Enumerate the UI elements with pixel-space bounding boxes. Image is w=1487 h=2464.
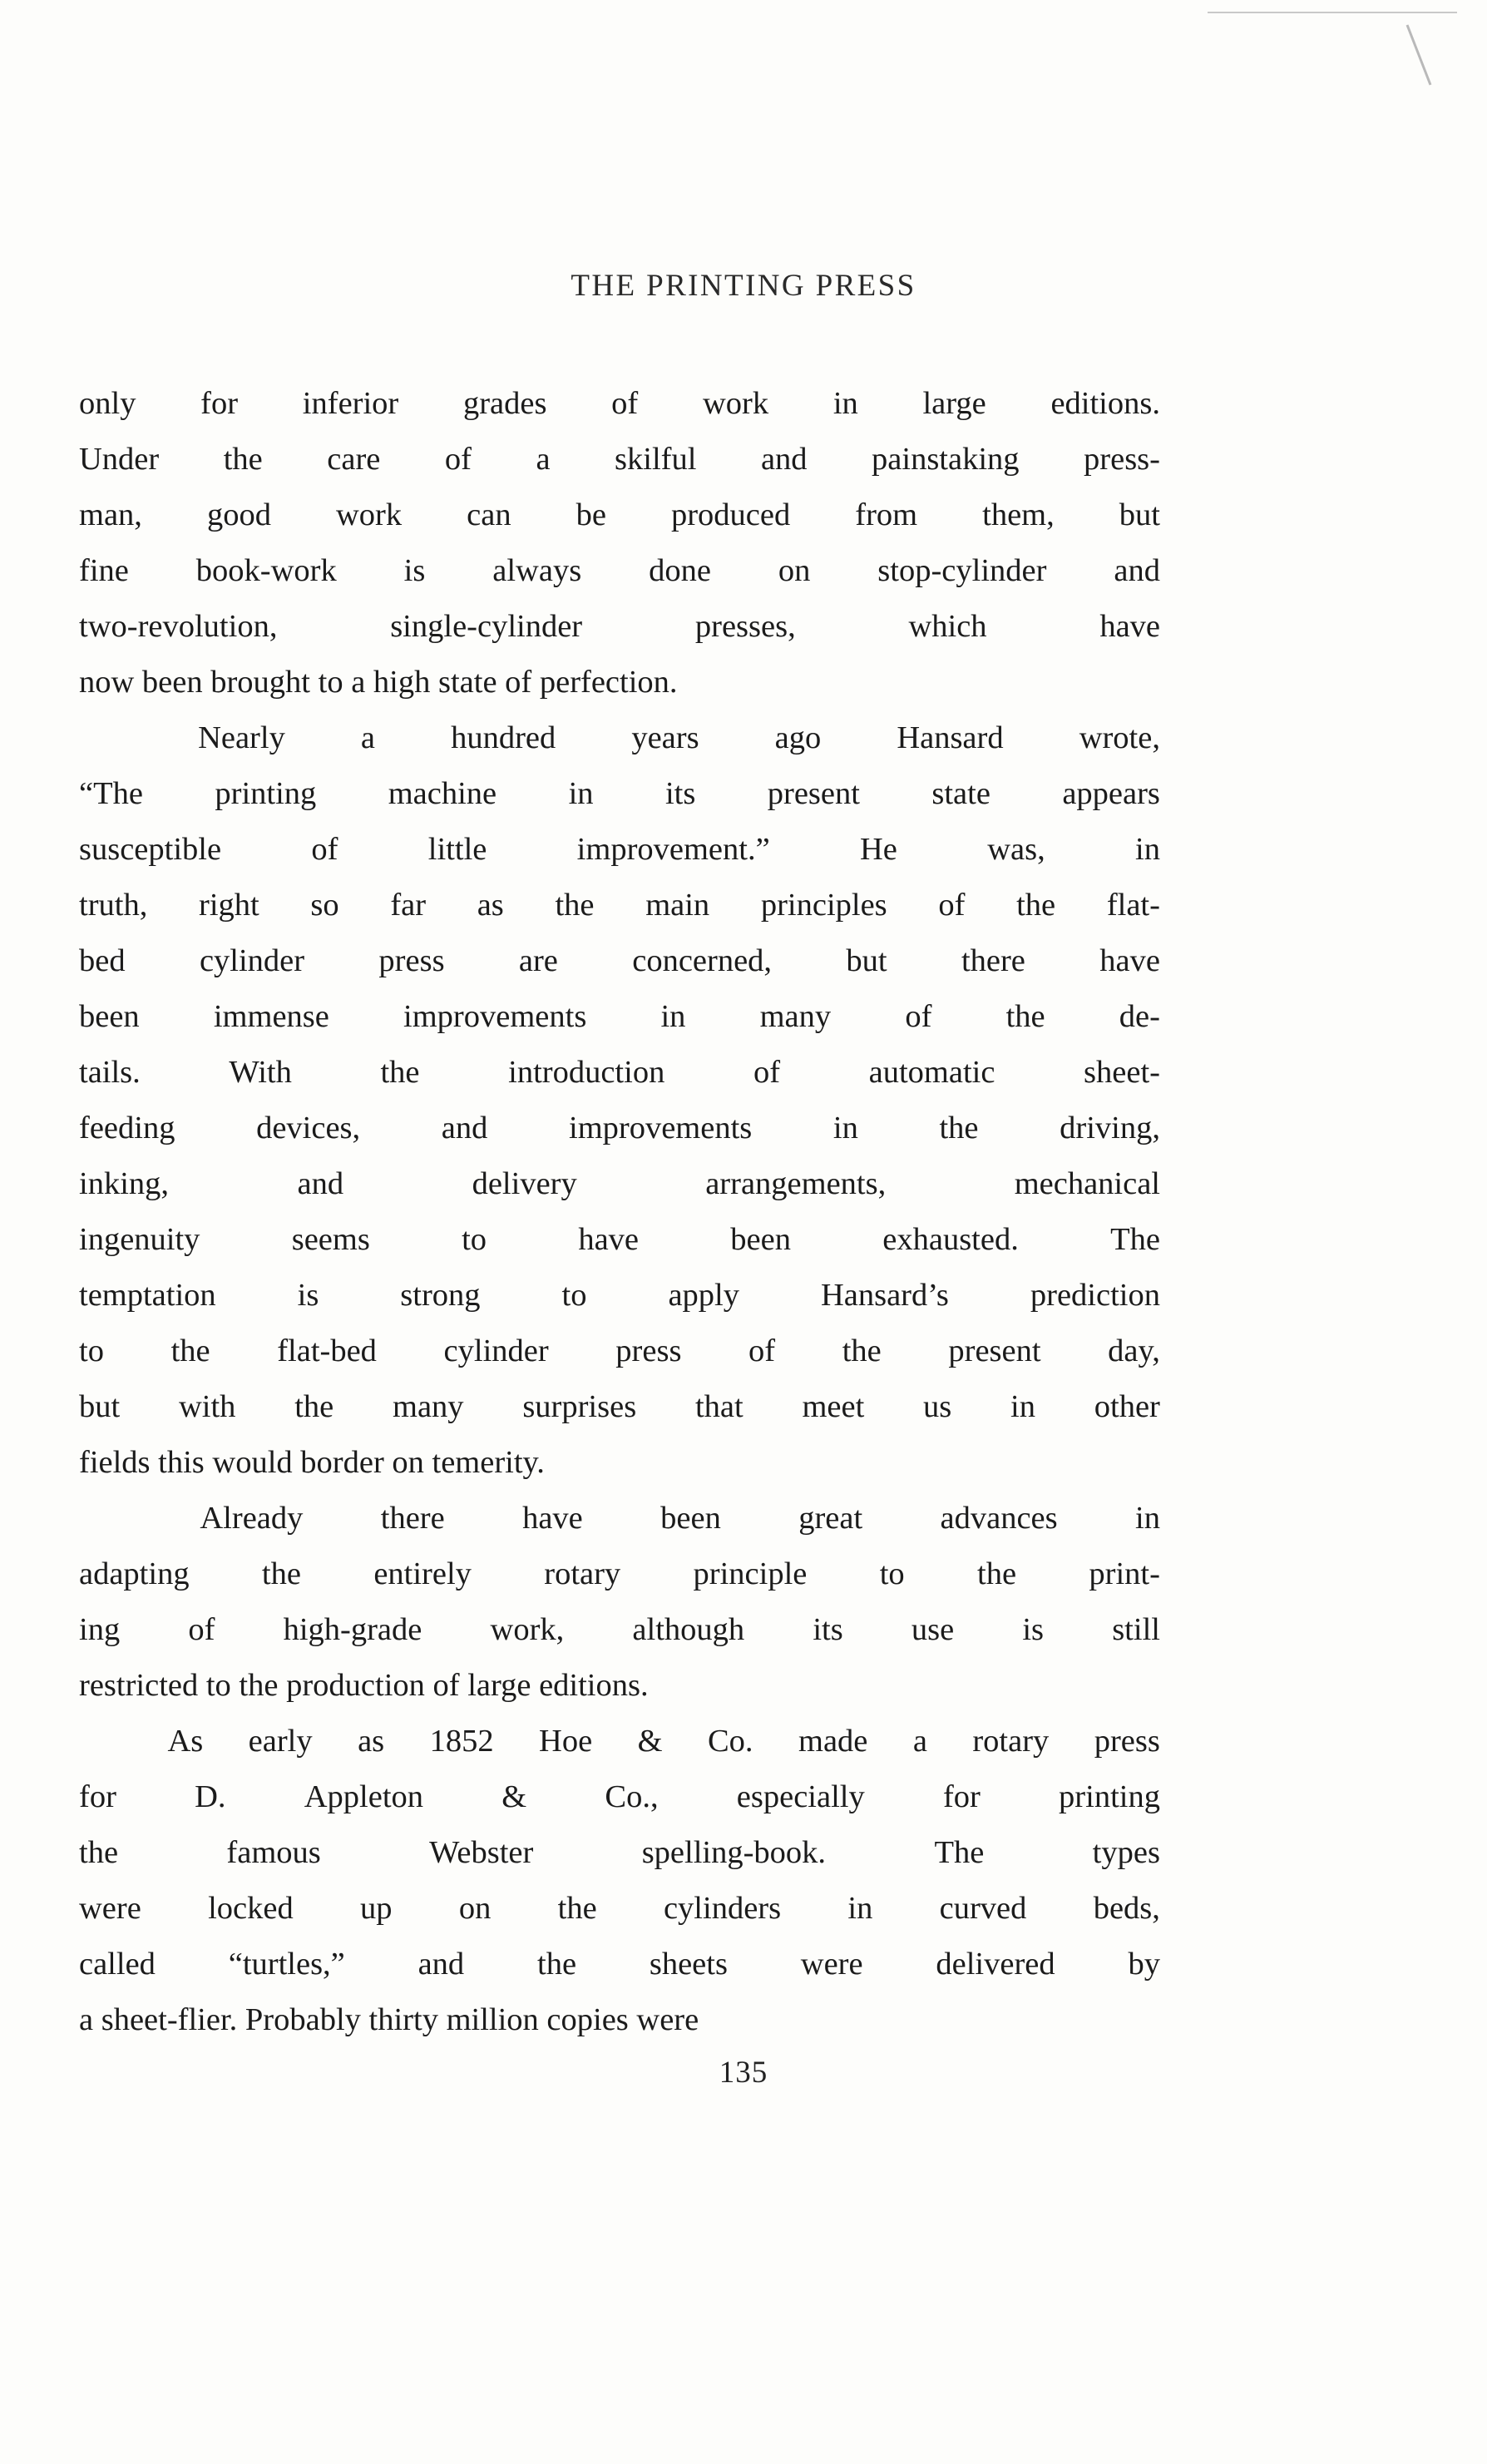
text-line xyxy=(79,1825,1160,1881)
word: only xyxy=(79,386,136,421)
text-line xyxy=(79,1156,1160,1212)
word: the xyxy=(939,1111,979,1145)
word: years xyxy=(631,720,699,755)
page-number xyxy=(0,2055,1487,2090)
word: inking, xyxy=(79,1166,170,1201)
word: on xyxy=(778,553,811,588)
text-line xyxy=(79,1714,1160,1769)
word: susceptible xyxy=(79,832,222,867)
word: improvements xyxy=(403,999,587,1034)
text-line xyxy=(79,1881,1160,1937)
word: “turtles,” xyxy=(228,1947,345,1982)
word: seems xyxy=(291,1222,370,1257)
word: skilful xyxy=(615,442,697,477)
word: advances xyxy=(940,1501,1058,1536)
word: on xyxy=(458,1891,492,1926)
word: delivery xyxy=(472,1166,577,1201)
word: is xyxy=(297,1278,319,1313)
word: sheet- xyxy=(1084,1055,1160,1090)
word: in xyxy=(1135,832,1160,867)
text-line xyxy=(79,1546,1160,1602)
word: the xyxy=(223,442,263,477)
word: printing xyxy=(1059,1779,1160,1814)
word: improvements xyxy=(569,1111,753,1145)
word: there xyxy=(961,943,1025,978)
word: cylinder xyxy=(443,1333,549,1368)
word: to xyxy=(561,1278,587,1313)
text-line xyxy=(79,1937,1160,1992)
word: Hansard’s xyxy=(820,1278,949,1313)
word: beds, xyxy=(1093,1891,1160,1926)
text-line xyxy=(79,543,1160,599)
text-line xyxy=(79,1379,1160,1435)
word: man, xyxy=(79,497,142,532)
text-line xyxy=(79,1212,1160,1268)
word: Hansard xyxy=(897,720,1004,755)
word: in xyxy=(832,1111,858,1145)
word: in xyxy=(568,776,594,811)
text-line xyxy=(79,1658,1160,1714)
word: stop-cylinder xyxy=(877,553,1047,588)
word: Co., xyxy=(605,1779,659,1814)
word: a xyxy=(360,720,375,755)
word: the xyxy=(79,1835,119,1870)
word: a xyxy=(912,1724,927,1759)
word: were xyxy=(79,1891,141,1926)
scan-edge-rule xyxy=(1208,12,1457,13)
word: prediction xyxy=(1030,1278,1160,1313)
word: the xyxy=(557,1891,597,1926)
word: tails. xyxy=(79,1055,141,1090)
word: as xyxy=(358,1724,385,1759)
word: called xyxy=(79,1947,156,1982)
word: As xyxy=(167,1724,204,1759)
word: use xyxy=(911,1612,955,1647)
word: grades xyxy=(462,386,547,421)
word: so xyxy=(310,888,339,923)
word: work xyxy=(335,497,403,532)
word: day, xyxy=(1108,1333,1160,1368)
word: famous xyxy=(226,1835,321,1870)
paragraph xyxy=(79,1714,1160,2048)
word: exhausted. xyxy=(882,1222,1019,1257)
word: improvement.” xyxy=(576,832,770,867)
word: large xyxy=(922,386,986,421)
word: that xyxy=(694,1389,744,1424)
text-line xyxy=(79,655,1160,710)
word: of xyxy=(188,1612,215,1647)
word: print- xyxy=(1089,1556,1160,1591)
word: work xyxy=(702,386,769,421)
word: in xyxy=(1010,1389,1035,1424)
word: care xyxy=(327,442,381,477)
word: but xyxy=(1119,497,1160,532)
word: are xyxy=(518,943,558,978)
word: immense xyxy=(213,999,329,1034)
word: is xyxy=(1022,1612,1045,1647)
word: temptation xyxy=(79,1278,216,1313)
word: main xyxy=(645,888,710,923)
word: Nearly xyxy=(198,720,285,755)
word: the xyxy=(170,1333,210,1368)
word: with xyxy=(178,1389,236,1424)
word: Webster xyxy=(429,1835,534,1870)
word: state xyxy=(931,776,991,811)
word: especially xyxy=(736,1779,865,1814)
word: work, xyxy=(490,1612,565,1647)
word: produced xyxy=(670,497,791,532)
text-line xyxy=(79,822,1160,878)
word: of xyxy=(938,888,966,923)
word: printing xyxy=(215,776,317,811)
word: ingenuity xyxy=(79,1222,200,1257)
word: present xyxy=(767,776,860,811)
word: press xyxy=(378,943,445,978)
word: driving, xyxy=(1060,1111,1160,1145)
word: the xyxy=(537,1947,577,1982)
word: press- xyxy=(1084,442,1160,477)
word: the xyxy=(1016,888,1056,923)
word: truth, xyxy=(79,888,148,923)
word: and xyxy=(441,1111,488,1145)
word: rotary xyxy=(972,1724,1050,1759)
word: With xyxy=(229,1055,292,1090)
word: cylinder xyxy=(199,943,305,978)
word: arrangements, xyxy=(705,1166,887,1201)
word: to xyxy=(879,1556,905,1591)
word: & xyxy=(501,1779,527,1814)
word: have xyxy=(1099,943,1160,978)
line-text: fields this would border on temerity. xyxy=(79,1445,545,1480)
word: for xyxy=(79,1779,116,1814)
word: principle xyxy=(693,1556,808,1591)
word: made xyxy=(798,1724,868,1759)
word: but xyxy=(846,943,887,978)
word: machine xyxy=(388,776,497,811)
word: & xyxy=(637,1724,663,1759)
word: been xyxy=(730,1222,791,1257)
word: hundred xyxy=(451,720,556,755)
word: and xyxy=(1114,553,1160,588)
word: little xyxy=(427,832,487,867)
word: early xyxy=(248,1724,313,1759)
word: many xyxy=(759,999,832,1034)
page-number-text: 135 xyxy=(719,2056,768,2090)
line-text: a sheet-flier. Probably thirty million copies were xyxy=(79,2002,699,2037)
text-line xyxy=(79,766,1160,822)
word: book-work xyxy=(195,553,337,588)
word: of xyxy=(753,1055,781,1090)
text-line xyxy=(79,1992,1160,2048)
word: although xyxy=(632,1612,745,1647)
word: ing xyxy=(79,1612,121,1647)
word: D. xyxy=(195,1779,226,1814)
word: types xyxy=(1092,1835,1160,1870)
word: for xyxy=(942,1779,981,1814)
word: spelling-book. xyxy=(641,1835,827,1870)
word: by xyxy=(1128,1947,1160,1982)
text-line xyxy=(79,1435,1160,1491)
word: Co. xyxy=(708,1724,753,1759)
word: of xyxy=(611,386,639,421)
word: the xyxy=(380,1055,420,1090)
word: up xyxy=(360,1891,393,1926)
word: bed xyxy=(79,943,126,978)
word: but xyxy=(79,1389,121,1424)
word: its xyxy=(813,1612,843,1647)
word: good xyxy=(206,497,271,532)
word: wrote, xyxy=(1079,720,1160,755)
text-line xyxy=(79,599,1160,655)
word: delivered xyxy=(936,1947,1055,1982)
word: as xyxy=(477,888,504,923)
word: press xyxy=(1094,1724,1160,1759)
word: fine xyxy=(79,553,129,588)
word: still xyxy=(1112,1612,1160,1647)
word: the xyxy=(977,1556,1017,1591)
word: painstaking xyxy=(872,442,1020,477)
text-line xyxy=(79,1101,1160,1156)
word: been xyxy=(660,1501,721,1536)
word: can xyxy=(467,497,511,532)
word: from xyxy=(855,497,918,532)
paragraph xyxy=(79,376,1160,710)
word: Under xyxy=(79,442,160,477)
word: concerned, xyxy=(632,943,773,978)
word: of xyxy=(444,442,472,477)
word: right xyxy=(199,888,259,923)
text-line xyxy=(79,1602,1160,1658)
word: He xyxy=(859,832,897,867)
word: its xyxy=(664,776,696,811)
word: present xyxy=(948,1333,1041,1368)
word: there xyxy=(380,1501,445,1536)
word: always xyxy=(492,553,582,588)
word: of xyxy=(905,999,932,1034)
text-line xyxy=(79,933,1160,989)
word: in xyxy=(660,999,686,1034)
paragraph xyxy=(79,1491,1160,1714)
text-line xyxy=(79,710,1160,766)
word: in xyxy=(832,386,858,421)
word: and xyxy=(760,442,808,477)
word: sheets xyxy=(649,1947,728,1982)
word: surprises xyxy=(522,1389,637,1424)
text-line xyxy=(79,878,1160,933)
word: feeding xyxy=(79,1111,175,1145)
word: automatic xyxy=(868,1055,995,1090)
word: them, xyxy=(982,497,1055,532)
word: entirely xyxy=(373,1556,472,1591)
word: principles xyxy=(760,888,887,923)
word: was, xyxy=(987,832,1045,867)
word: curved xyxy=(939,1891,1027,1926)
word: 1852 xyxy=(429,1724,494,1759)
word: have xyxy=(578,1222,640,1257)
word: flat-bed xyxy=(277,1333,377,1368)
text-line xyxy=(79,1324,1160,1379)
word: introduction xyxy=(508,1055,665,1090)
word: devices, xyxy=(256,1111,361,1145)
word: the xyxy=(1005,999,1045,1034)
word: of xyxy=(748,1333,776,1368)
word: to xyxy=(462,1222,487,1257)
word: meet xyxy=(802,1389,865,1424)
body-text xyxy=(79,376,1160,2048)
word: far xyxy=(390,888,427,923)
word: were xyxy=(800,1947,863,1982)
word: single-cylinder xyxy=(390,609,583,644)
word: editions. xyxy=(1050,386,1160,421)
page-running-head xyxy=(0,268,1487,304)
word: The xyxy=(934,1835,985,1870)
text-line xyxy=(79,487,1160,543)
line-text: restricted to the production of large editions. xyxy=(79,1668,649,1703)
paragraph xyxy=(79,710,1160,1491)
word: the xyxy=(842,1333,882,1368)
word: in xyxy=(1135,1501,1160,1536)
word: The xyxy=(1110,1222,1160,1257)
running-head-text: THE PRINTING PRESS xyxy=(571,269,916,303)
scan-corner-mark xyxy=(1405,23,1444,88)
text-line xyxy=(79,1045,1160,1101)
word: cylinders xyxy=(663,1891,782,1926)
word: mechanical xyxy=(1014,1166,1160,1201)
word: of xyxy=(311,832,338,867)
word: Appleton xyxy=(304,1779,424,1814)
word: other xyxy=(1094,1389,1160,1424)
word: presses, xyxy=(694,609,796,644)
word: have xyxy=(522,1501,583,1536)
word: done xyxy=(649,553,711,588)
word: is xyxy=(403,553,426,588)
word: have xyxy=(1099,609,1160,644)
word: adapting xyxy=(79,1556,190,1591)
word: ago xyxy=(774,720,822,755)
line-text: now been brought to a high state of perfection. xyxy=(79,665,678,700)
word: Hoe xyxy=(539,1724,593,1759)
text-line xyxy=(79,1491,1160,1546)
word: de- xyxy=(1119,999,1160,1034)
word: two-revolution, xyxy=(79,609,278,644)
word: rotary xyxy=(544,1556,621,1591)
word: flat- xyxy=(1106,888,1160,923)
word: which xyxy=(908,609,987,644)
text-line xyxy=(79,1769,1160,1825)
word: a xyxy=(536,442,551,477)
word: inferior xyxy=(302,386,399,421)
word: be xyxy=(576,497,606,532)
word: press xyxy=(615,1333,682,1368)
word: great xyxy=(798,1501,863,1536)
word: and xyxy=(417,1947,465,1982)
word: and xyxy=(297,1166,344,1201)
word: been xyxy=(79,999,140,1034)
text-line xyxy=(79,376,1160,432)
word: “The xyxy=(79,776,143,811)
word: appears xyxy=(1062,776,1160,811)
word: apply xyxy=(668,1278,739,1313)
word: the xyxy=(261,1556,301,1591)
word: strong xyxy=(400,1278,481,1313)
text-line xyxy=(79,1268,1160,1324)
word: high-grade xyxy=(283,1612,422,1647)
word: many xyxy=(393,1389,464,1424)
word: Already xyxy=(200,1501,304,1536)
word: in xyxy=(847,1891,873,1926)
word: for xyxy=(200,386,239,421)
word: the xyxy=(555,888,595,923)
text-line xyxy=(79,989,1160,1045)
word: the xyxy=(294,1389,334,1424)
word: locked xyxy=(208,1891,294,1926)
text-line xyxy=(79,432,1160,487)
word: to xyxy=(79,1333,104,1368)
word: us xyxy=(923,1389,952,1424)
